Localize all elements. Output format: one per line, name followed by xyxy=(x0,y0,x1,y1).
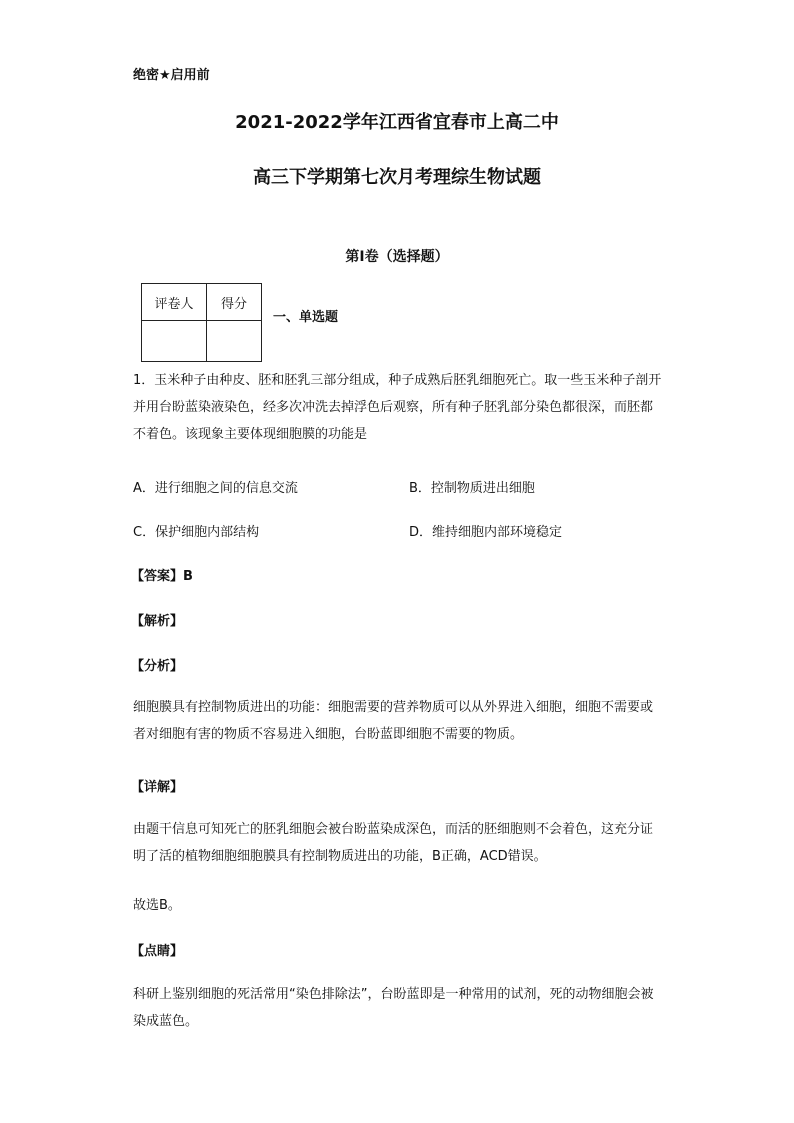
score-table xyxy=(141,283,262,362)
fenxi-label: 【分析】 xyxy=(131,659,184,674)
grader-cell xyxy=(142,321,207,362)
option-d: D．维持细胞内部环境稳定 xyxy=(409,525,563,540)
section-title: 第I卷（选择题） xyxy=(345,249,449,265)
detail-text: 由题干信息可知死亡的胚乳细胞会被台盼蓝染成深色，而活的胚细胞则不会着色，这充分证明了活的植物细胞细胞膜具有控制物质进出的功能，B正确，ACD错误。 xyxy=(133,822,654,864)
option-b: B．控制物质进出细胞 xyxy=(409,481,535,496)
exam-title-line2: 高三下学期第七次月考理综生物试题 xyxy=(253,167,541,188)
grader-header: 评卷人 xyxy=(142,284,207,321)
option-c: C．保护细胞内部结构 xyxy=(133,525,260,540)
detail-label: 【详解】 xyxy=(131,780,184,795)
conclusion-text: 故选B。 xyxy=(133,898,181,913)
exam-title-line1: 2021-2022学年江西省宜春市上高二中 xyxy=(235,112,559,133)
option-a: A．进行细胞之间的信息交流 xyxy=(133,481,298,496)
tip-text: 科研上鉴别细胞的死活常用“染色排除法”，台盼蓝即是一种常用的试剂，死的动物细胞会被染成蓝色。 xyxy=(133,987,654,1029)
answer-label: 【答案】B xyxy=(131,569,193,584)
analysis-label: 【解析】 xyxy=(131,614,184,629)
tip-label: 【点睛】 xyxy=(131,944,184,959)
score-cell xyxy=(207,321,262,362)
question-stem: 1．玉米种子由种皮、胚和胚乳三部分组成，种子成熟后胚乳细胞死亡。取一些玉米种子剖开并用台盼蓝染液染色，经多次冲洗去掉浮色后观察，所有种子胚乳部分染色都很深，而胚都不着色。该现象主要体现细胞膜的功能是 xyxy=(133,373,662,442)
fenxi-text: 细胞膜具有控制物质进出的功能：细胞需要的营养物质可以从外界进入细胞，细胞不需要或者对细胞有害的物质不容易进入细胞，台盼蓝即细胞不需要的物质。 xyxy=(133,700,654,742)
question-type-heading: 一、单选题 xyxy=(273,310,339,325)
confidential-mark: 绝密★启用前 xyxy=(133,68,210,83)
score-header: 得分 xyxy=(207,284,262,321)
